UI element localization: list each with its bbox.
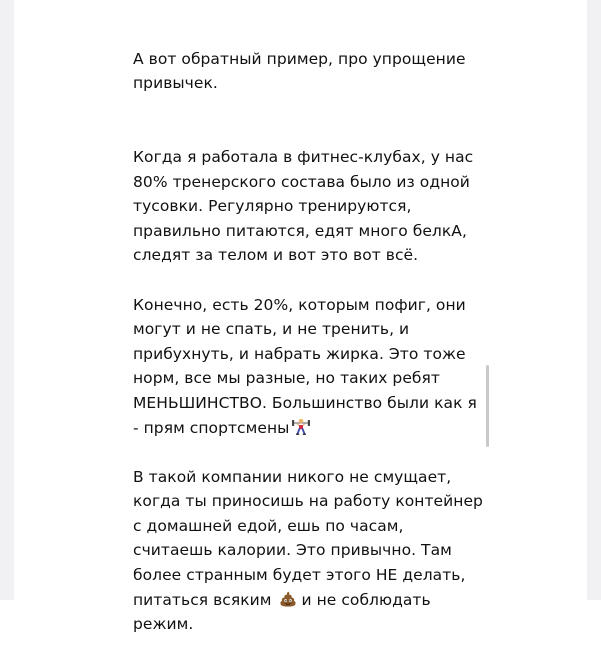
left-edge: [0, 0, 14, 600]
paragraph-2: [133, 120, 493, 268]
paragraph-4-text-before: В такой компании никого не смущает, когда ты приносишь на работу контейнер с домашней едой, ешь по часам, считаешь калории. Это привычно. Там более странным будет этого НЕ делать, питаться всяким: [133, 467, 483, 609]
paragraph-1: [133, 22, 493, 96]
scrollbar-thumb[interactable]: [486, 365, 489, 447]
weightlifter-emoji-icon: [291, 416, 311, 436]
right-edge: [587, 0, 601, 600]
pile-of-poo-emoji-icon: [279, 590, 297, 608]
paragraph-4-text-after: и не соблюдать режим.: [133, 590, 431, 634]
paragraph-3: [133, 293, 493, 441]
paragraph-3-text: Конечно, есть 20%, которым пофиг, они могут и не спать, и не тренить, и прибухнуть, и набрать жирка. Это тоже норм, все мы разные, но таких ребят МЕНЬШИНСТВО. Большинство были как я - прям спортсмены: [133, 295, 477, 437]
paragraph-2-text: Когда я работала в фитнес-клубах, у нас 80% тренерского состава было из одной тусовки. Регулярно тренируются, правильно питаются, едят много белкА, следят за телом и вот это вот всё.: [133, 147, 474, 265]
article-text: [133, 22, 493, 661]
paragraph-4: [133, 465, 493, 637]
paragraph-1-text: А вот обратный пример, про упрощение привычек.: [133, 49, 466, 93]
